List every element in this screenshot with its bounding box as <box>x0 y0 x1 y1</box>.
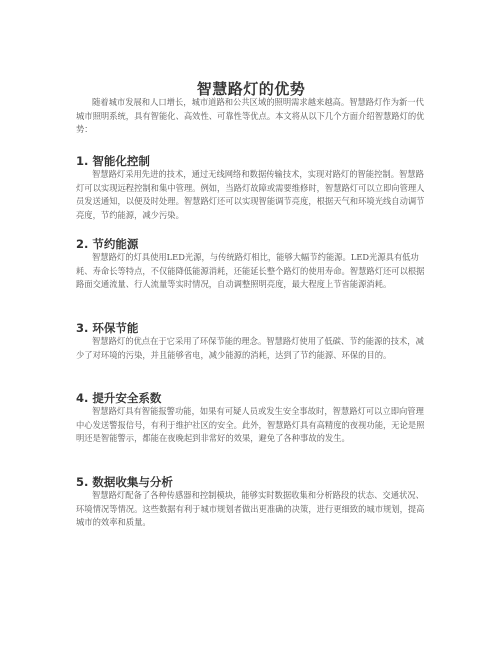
section-body-safety: 智慧路灯具有智能报警功能，如果有可疑人员或发生安全事故时，智慧路灯可以立即向管理中心发送警报信号，有利于维护社区的安全。此外，智慧路灯具有高精度的夜视功能，无论是照明还是智能警示，都能在夜晚起到非常好的效果，避免了各种事故的发生。 <box>76 406 425 444</box>
intro-paragraph: 随着城市发展和人口增长，城市道路和公共区域的照明需求越来越高。智慧路灯作为新一代城市照明系统，具有智能化、高效性、可靠性等优点。本文将从以下几个方面介绍智慧路灯的优势： <box>76 97 425 135</box>
section-body-energy-saving: 智慧路灯的灯具使用LED光源，与传统路灯相比，能够大幅节约能源。LED光源具有低功耗、寿命长等特点，不仅能降低能源消耗，还能延长整个路灯的使用寿命。智慧路灯还可以根据路面交通流量、行人流量等实时情况，自动调整照明亮度，最大程度上节省能源消耗。 <box>76 252 425 290</box>
section-body-eco-friendly: 智慧路灯的优点在于它采用了环保节能的理念。智慧路灯使用了低碳、节约能源的技术，减少了对环境的污染，并且能够省电，减少能源的消耗，达到了节约能源、环保的目的。 <box>76 336 424 360</box>
section-heading-smart-control: 1. 智能化控制 <box>76 154 150 168</box>
section-heading-data-analysis: 5. 数据收集与分析 <box>76 475 173 489</box>
section-heading-energy-saving: 2. 节约能源 <box>76 237 139 251</box>
section-body-smart-control: 智慧路灯采用先进的技术，通过无线网络和数据传输技术，实现对路灯的智能控制。智慧路灯可以实现远程控制和集中管理。例如，当路灯故障或需要维修时，智慧路灯可以立即向管理人员发送通知，以便及时处理。智慧路灯还可以实现智能调节亮度，根据天气和环境光线自动调节亮度，节约能源，减少污染。 <box>76 169 425 220</box>
section-body-data-analysis: 智慧路灯配备了各种传感器和控制模块，能够实时数据收集和分析路段的状态、交通状况、环境情况等情况。这些数据有利于城市规划者做出更准确的决策，进行更细致的城市规划，提高城市的效率和质量。 <box>76 490 425 528</box>
document-title: 智慧路灯的优势 <box>196 80 306 98</box>
section-heading-eco-friendly: 3. 环保节能 <box>76 321 139 335</box>
section-heading-safety: 4. 提升安全系数 <box>76 391 162 405</box>
